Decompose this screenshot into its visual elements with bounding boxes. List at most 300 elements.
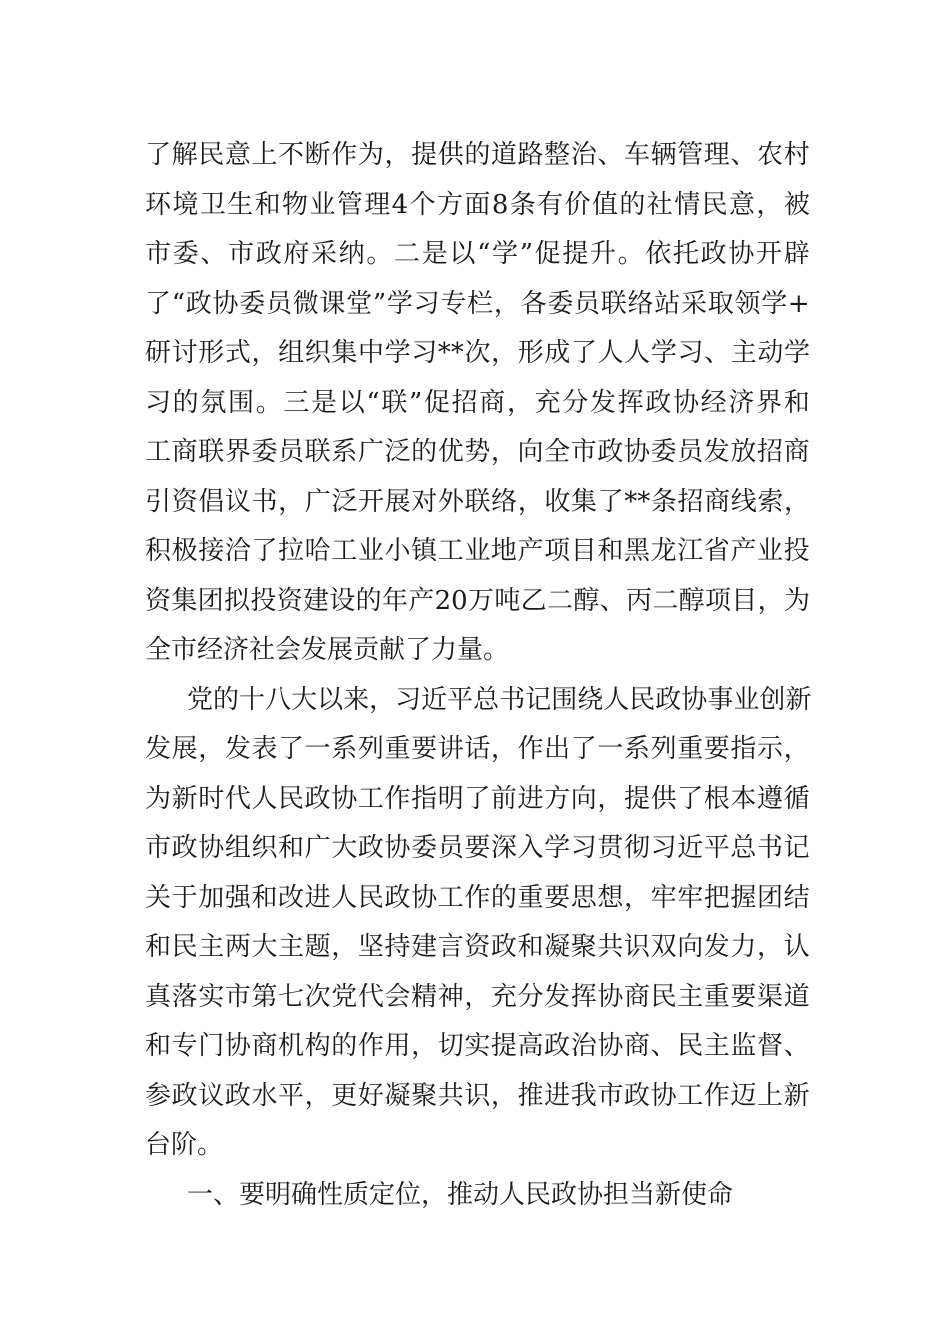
line-glyph: ，	[517, 486, 544, 517]
line-glyph: 政	[655, 684, 682, 715]
line-glyph: 和	[145, 932, 172, 962]
line-glyph: 联	[304, 437, 331, 467]
line-glyph: 和	[254, 189, 281, 220]
line-glyph: ”	[409, 387, 423, 418]
line-glyph: 的	[331, 1031, 358, 1061]
line-glyph: 两	[224, 932, 251, 962]
line-glyph: 政	[700, 239, 727, 269]
text-line	[145, 577, 810, 627]
line-glyph: 治	[570, 140, 597, 170]
line-glyph: 的	[490, 882, 517, 913]
line-glyph: 党	[331, 981, 358, 1012]
line-glyph: 织	[251, 833, 278, 863]
line-glyph: 8	[491, 189, 509, 220]
line-glyph: 主	[278, 932, 305, 962]
line-glyph: 是	[421, 239, 448, 269]
text-line	[145, 923, 810, 973]
line-glyph: 挥	[570, 981, 597, 1012]
line-glyph: 道	[490, 140, 517, 170]
line-glyph: 业	[733, 684, 760, 715]
line-glyph: ，	[756, 189, 783, 220]
line-glyph: 的	[355, 585, 382, 616]
line-glyph: +	[787, 288, 810, 319]
line-glyph: 、	[704, 338, 731, 368]
line-glyph: 生	[227, 189, 254, 220]
line-glyph: 事	[707, 684, 734, 715]
line-glyph: 资	[171, 486, 198, 517]
line-glyph: 作	[331, 140, 358, 170]
line-glyph: 界	[224, 437, 251, 467]
line-glyph: 进	[517, 783, 544, 814]
line-glyph: **	[624, 486, 651, 517]
line-glyph: 府	[283, 239, 310, 269]
line-glyph: 了	[251, 536, 278, 566]
line-glyph: 认	[783, 932, 810, 962]
line-glyph: 式	[224, 338, 251, 368]
line-glyph: 指	[411, 783, 438, 814]
line-glyph: 员	[278, 437, 305, 467]
line-glyph: 项	[544, 536, 571, 566]
line-glyph: 作	[357, 1031, 384, 1061]
line-glyph: 黑	[623, 536, 650, 566]
line-glyph: 解	[171, 140, 198, 170]
line-glyph: 辟	[783, 239, 810, 269]
line-glyph: 发	[145, 734, 172, 764]
line-glyph: 济	[728, 387, 755, 418]
line-glyph: 采	[311, 239, 338, 269]
line-glyph: 重	[677, 734, 704, 764]
line-glyph: 泛	[384, 437, 411, 467]
line-glyph: 出	[544, 734, 571, 764]
line-glyph: 吨	[494, 585, 521, 616]
line-glyph: 是	[311, 387, 338, 418]
line-glyph: 方	[437, 189, 464, 220]
line-glyph: 联	[600, 288, 627, 319]
line-glyph: 员	[574, 288, 601, 319]
line-glyph: 委	[650, 437, 677, 467]
line-glyph: 供	[437, 140, 464, 170]
line-glyph: 要	[730, 981, 757, 1012]
line-glyph: 双	[650, 932, 677, 962]
line-glyph: 用	[384, 1031, 411, 1061]
line-glyph: 乙	[520, 585, 547, 616]
line-glyph: 加	[198, 882, 225, 913]
line-glyph: 主	[677, 981, 704, 1012]
line-glyph: 村	[783, 140, 810, 170]
line-glyph: 言	[437, 932, 464, 962]
line-glyph: 了	[278, 734, 305, 764]
line-glyph: 进	[304, 882, 331, 913]
line-glyph: ，	[491, 338, 518, 368]
line-glyph: 广	[304, 833, 331, 863]
line-glyph: 商	[171, 437, 198, 467]
line-glyph: 政	[645, 387, 672, 418]
line-glyph: 。	[617, 239, 644, 269]
line-glyph: 分	[562, 387, 589, 418]
document-body	[145, 131, 810, 1220]
line-glyph: 督	[757, 1031, 784, 1061]
line-glyph: 系	[623, 734, 650, 764]
line-text: 一、要明确性质定位，推动人民政协担当新使命	[187, 1179, 734, 1210]
line-glyph: 习	[413, 288, 440, 319]
line-glyph: 以	[338, 387, 365, 418]
line-glyph: 把	[703, 882, 730, 913]
line-glyph: 向	[570, 783, 597, 814]
line-glyph: 、	[597, 140, 624, 170]
line-glyph: 人	[624, 338, 651, 368]
line-glyph: 来	[343, 684, 370, 715]
line-glyph: 实	[464, 1031, 491, 1061]
line-glyph: 线	[730, 486, 757, 517]
line-glyph: 络	[491, 486, 518, 517]
line-glyph: 员	[677, 437, 704, 467]
line-glyph: 一	[304, 734, 331, 764]
line-glyph: 系	[331, 734, 358, 764]
line-glyph: 讨	[171, 338, 198, 368]
line-glyph: 关	[145, 882, 172, 913]
line-glyph: 八	[265, 684, 292, 715]
line-glyph: 民	[278, 783, 305, 814]
line-glyph: 主	[198, 932, 225, 962]
line-glyph: 提	[490, 1031, 517, 1061]
line-glyph: 堂	[346, 288, 373, 319]
line-glyph: 地	[490, 536, 517, 566]
text-line	[145, 230, 810, 280]
text-line	[145, 1022, 810, 1072]
line-glyph: 产	[408, 585, 435, 616]
line-glyph: ，	[331, 932, 358, 962]
line-glyph: 充	[534, 387, 561, 418]
line-glyph: 切	[437, 1031, 464, 1061]
line-glyph: 议	[198, 1080, 225, 1111]
line-glyph: 拟	[223, 585, 250, 616]
line-glyph: ，	[490, 1080, 517, 1111]
line-glyph: 设	[329, 585, 356, 616]
line-glyph: 方	[544, 783, 571, 814]
line-glyph: 的	[213, 684, 240, 715]
line-glyph: 协	[673, 387, 700, 418]
line-glyph: 习	[650, 833, 677, 863]
line-glyph: 讲	[437, 734, 464, 764]
line-glyph: ，	[369, 684, 396, 715]
line-glyph: 牢	[677, 882, 704, 913]
line-glyph: 民	[629, 684, 656, 715]
line-glyph: “	[171, 288, 186, 319]
text-line	[145, 626, 810, 676]
line-glyph: 总	[473, 684, 500, 715]
line-glyph: “	[477, 239, 491, 269]
line-glyph: 目	[570, 536, 597, 566]
line-glyph: 理	[364, 189, 391, 220]
line-glyph: 了	[570, 338, 597, 368]
text-line	[145, 676, 810, 726]
line-glyph: 卫	[199, 189, 226, 220]
line-glyph: 采	[680, 288, 707, 319]
line-glyph: 作	[517, 734, 544, 764]
line-glyph: 管	[677, 140, 704, 170]
line-glyph: 迈	[730, 1080, 757, 1111]
line-glyph: ，	[757, 585, 784, 616]
line-glyph: 学	[384, 338, 411, 368]
line-glyph: 人	[597, 338, 624, 368]
line-glyph: 镇	[411, 536, 438, 566]
line-glyph: 产	[730, 536, 757, 566]
line-glyph: 门	[198, 1031, 225, 1061]
line-glyph: 业	[464, 536, 491, 566]
line-glyph: 委	[172, 239, 199, 269]
line-glyph: 中	[358, 338, 385, 368]
line-glyph: 民	[701, 189, 728, 220]
line-glyph: 习	[395, 684, 422, 715]
line-glyph: “	[366, 387, 380, 418]
line-glyph: 小	[384, 536, 411, 566]
line-glyph: 哈	[304, 536, 331, 566]
line-glyph: 共	[597, 932, 624, 962]
line-glyph: 入	[517, 833, 544, 863]
line-glyph: 上	[757, 1080, 784, 1111]
line-glyph: 势	[464, 437, 491, 467]
line-glyph: 丙	[625, 585, 652, 616]
line-glyph: 提	[411, 140, 438, 170]
line-glyph: 协	[597, 1031, 624, 1061]
line-glyph: 时	[198, 783, 225, 814]
line-glyph: 列	[357, 734, 384, 764]
line-glyph: 创	[759, 684, 786, 715]
text-line	[145, 428, 810, 478]
line-glyph: 根	[703, 783, 730, 814]
line-glyph: 重	[703, 981, 730, 1012]
line-glyph: 要	[544, 882, 571, 913]
line-glyph: 课	[319, 288, 346, 319]
line-glyph: 聚	[570, 932, 597, 962]
line-glyph: 值	[591, 189, 618, 220]
line-glyph: 车	[623, 140, 650, 170]
line-glyph: 和	[597, 536, 624, 566]
line-glyph: 改	[278, 882, 305, 913]
line-text: 台阶。	[145, 1130, 224, 1160]
line-glyph: 氛	[200, 387, 227, 418]
line-glyph: 开	[756, 239, 783, 269]
line-glyph: 书	[251, 486, 278, 517]
line-glyph: 政	[384, 882, 411, 913]
line-glyph: 协	[597, 981, 624, 1012]
line-glyph: 万	[468, 585, 495, 616]
text-line	[145, 725, 810, 775]
text-line	[145, 379, 810, 429]
line-glyph: 发	[703, 932, 730, 962]
line-glyph: 好	[357, 1080, 384, 1111]
line-glyph: 新	[783, 1080, 810, 1111]
line-glyph: 资	[464, 932, 491, 962]
line-glyph: 托	[673, 239, 700, 269]
line-glyph: 民	[198, 140, 225, 170]
line-glyph: 项	[704, 585, 731, 616]
line-glyph: 省	[703, 536, 730, 566]
text-line	[145, 1072, 810, 1122]
line-glyph: 监	[730, 1031, 757, 1061]
line-glyph: 积	[145, 536, 172, 566]
line-glyph: 识	[623, 932, 650, 962]
line-glyph: 平	[278, 1080, 305, 1111]
line-glyph: 展	[384, 486, 411, 517]
line-glyph: 挥	[617, 387, 644, 418]
line-glyph: 分	[517, 981, 544, 1012]
line-glyph: 为	[145, 783, 172, 814]
line-glyph: 。	[366, 239, 393, 269]
line-glyph: 以	[317, 684, 344, 715]
line-glyph: 协	[198, 833, 225, 863]
line-glyph: 协	[224, 1031, 251, 1061]
line-glyph: ，	[506, 387, 533, 418]
line-glyph: 第	[251, 981, 278, 1012]
line-glyph: 充	[490, 981, 517, 1012]
line-glyph: 全	[544, 437, 571, 467]
line-glyph: 广	[304, 486, 331, 517]
line-glyph: 共	[437, 1080, 464, 1111]
line-glyph: 龙	[650, 536, 677, 566]
line-glyph: 联	[198, 437, 225, 467]
line-glyph: 了	[145, 288, 172, 319]
line-glyph: 形	[517, 338, 544, 368]
line-glyph: 工	[357, 783, 384, 814]
line-glyph: 条	[650, 486, 677, 517]
line-glyph: 业	[357, 536, 384, 566]
line-glyph: 持	[384, 932, 411, 962]
line-glyph: 政	[255, 239, 282, 269]
line-glyph: 市	[145, 833, 172, 863]
line-glyph: 政	[597, 437, 624, 467]
line-glyph: 重	[517, 882, 544, 913]
line-glyph: 市	[228, 239, 255, 269]
line-glyph: 和	[145, 1031, 172, 1061]
line-glyph: 协	[212, 288, 239, 319]
line-glyph: 民	[171, 932, 198, 962]
line-glyph: 业	[757, 536, 784, 566]
line-glyph: 、	[200, 239, 227, 269]
line-glyph: 列	[650, 734, 677, 764]
line-glyph: 招	[677, 486, 704, 517]
line-glyph: 领	[734, 288, 761, 319]
line-glyph: 联	[381, 387, 408, 418]
line-glyph: 个	[409, 189, 436, 220]
line-glyph: 了	[145, 140, 172, 170]
line-glyph: 和	[517, 932, 544, 962]
line-glyph: 成	[544, 338, 571, 368]
line-glyph: 江	[677, 536, 704, 566]
line-glyph: ，	[198, 734, 225, 764]
line-glyph: 拉	[278, 536, 305, 566]
line-glyph: 广	[357, 437, 384, 467]
line-glyph: 民	[677, 1031, 704, 1061]
line-glyph: 学	[650, 338, 677, 368]
line-glyph: 人	[331, 882, 358, 913]
line-glyph: 投	[783, 536, 810, 566]
line-glyph: 员	[265, 288, 292, 319]
line-glyph: 水	[251, 1080, 278, 1111]
line-glyph: 织	[304, 338, 331, 368]
line-glyph: 招	[757, 437, 784, 467]
line-glyph: 的	[619, 189, 646, 220]
line-glyph: 政	[171, 1080, 198, 1111]
line-glyph: 境	[172, 189, 199, 220]
line-glyph: 向	[517, 437, 544, 467]
line-glyph: 不	[278, 140, 305, 170]
line-glyph: 二	[547, 585, 574, 616]
line-glyph: 习	[145, 387, 172, 418]
line-glyph: 升	[589, 239, 616, 269]
line-glyph: 委	[239, 288, 266, 319]
line-glyph: 年	[381, 585, 408, 616]
line-glyph: 倡	[198, 486, 225, 517]
line-glyph: 有	[537, 189, 564, 220]
line-glyph: 商	[623, 1031, 650, 1061]
text-line	[145, 280, 810, 330]
line-glyph: 书	[757, 833, 784, 863]
line-glyph: 平	[447, 684, 474, 715]
line-glyph: ”	[372, 288, 387, 319]
line-glyph: 治	[570, 1031, 597, 1061]
line-glyph: 资	[276, 585, 303, 616]
line-glyph: 被	[783, 189, 810, 220]
line-glyph: 商	[479, 387, 506, 418]
line-glyph: 发	[703, 437, 730, 467]
line-glyph: 一	[597, 734, 624, 764]
line-glyph: 意	[224, 140, 251, 170]
line-glyph: 凝	[544, 932, 571, 962]
line-glyph: 记	[525, 684, 552, 715]
line-glyph: 的	[411, 437, 438, 467]
line-glyph: 落	[171, 981, 198, 1012]
line-glyph: 主	[703, 1031, 730, 1061]
line-glyph: ，	[464, 981, 491, 1012]
line-glyph: 员	[437, 833, 464, 863]
line-glyph: 力	[730, 932, 757, 962]
line-glyph: 物	[282, 189, 309, 220]
line-glyph: 投	[250, 585, 277, 616]
line-glyph: 界	[756, 387, 783, 418]
line-glyph: 市	[597, 1080, 624, 1111]
line-glyph: 协	[411, 882, 438, 913]
line-glyph: 党	[187, 684, 214, 715]
line-glyph: 提	[623, 783, 650, 814]
line-glyph: 的	[464, 140, 491, 170]
line-glyph: 农	[757, 140, 784, 170]
line-glyph: 七	[278, 981, 305, 1012]
text-line	[145, 527, 810, 577]
line-glyph: 断	[304, 140, 331, 170]
line-glyph: 委	[411, 833, 438, 863]
line-glyph: 提	[562, 239, 589, 269]
line-glyph: 习	[677, 338, 704, 368]
line-glyph: 实	[198, 981, 225, 1012]
line-glyph: 市	[570, 437, 597, 467]
line-glyph: 工	[437, 536, 464, 566]
line-glyph: **	[437, 338, 464, 368]
line-glyph: 代	[224, 783, 251, 814]
line-glyph: 以	[449, 239, 476, 269]
line-glyph: 开	[358, 486, 385, 517]
line-glyph: 优	[437, 437, 464, 467]
line-glyph: 循	[783, 783, 810, 814]
line-glyph: 民	[650, 981, 677, 1012]
line-glyph: 招	[451, 387, 478, 418]
line-glyph: 示	[757, 734, 784, 764]
line-glyph: 微	[292, 288, 319, 319]
line-glyph: 商	[251, 1031, 278, 1061]
line-glyph: 和	[251, 882, 278, 913]
line-glyph: 建	[302, 585, 329, 616]
line-glyph: 环	[145, 189, 172, 220]
